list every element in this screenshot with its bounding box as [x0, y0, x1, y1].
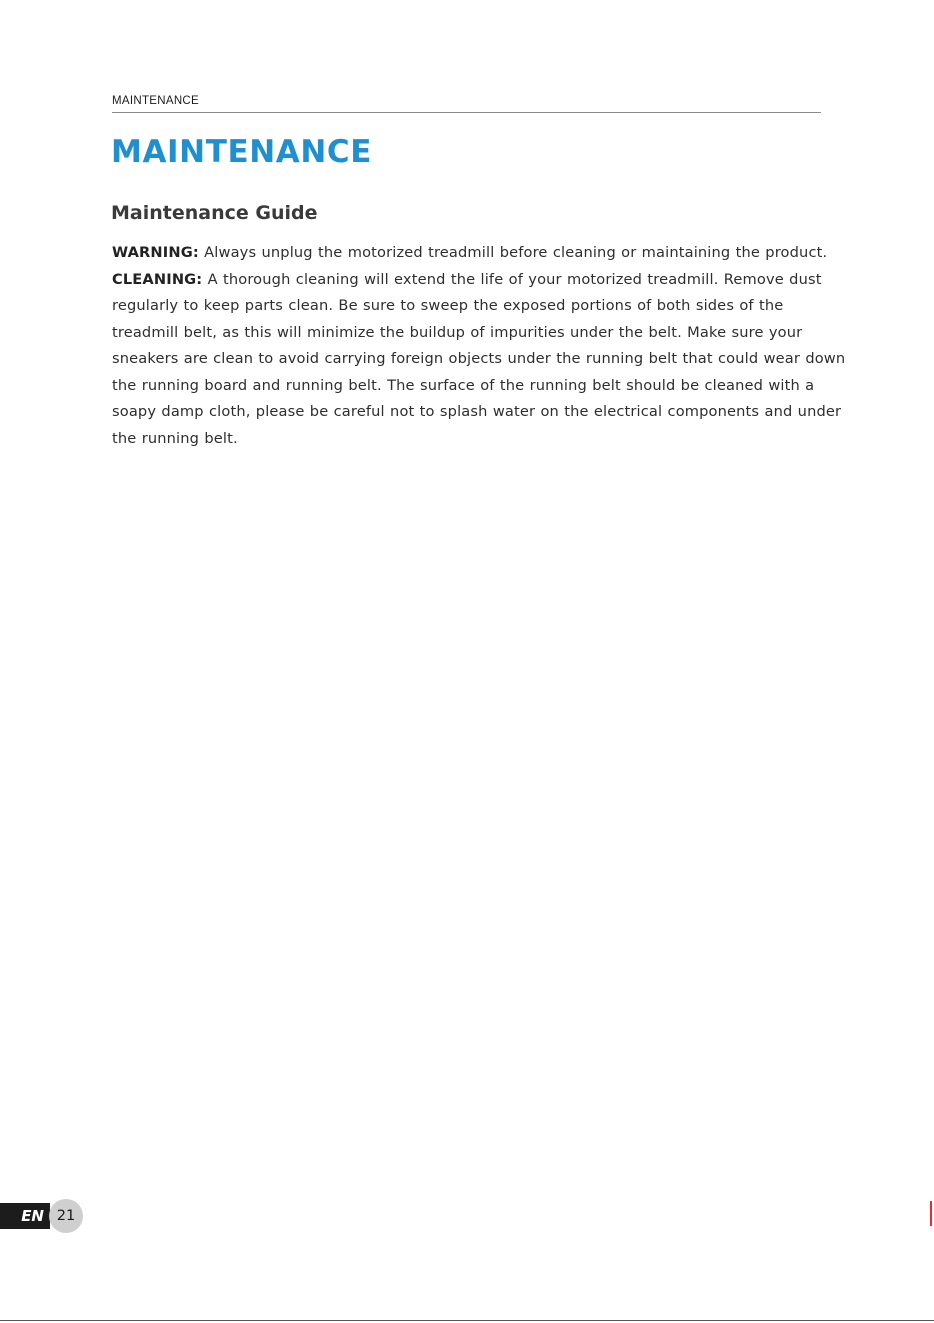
page-number: 21	[49, 1199, 83, 1233]
body-text	[112, 240, 847, 452]
cleaning-text: A thorough cleaning will extend the life of your motorized treadmill. Remove dust regularly to keep parts clean. Be sure to sweep the exposed portions of both sides of the treadmill belt, as this will minimize the buildup of impurities under the belt. Make sure your sneakers are clean to avoid carrying foreign objects under the running belt that could wear down the running board and running belt. The surface of the running belt should be cleaned with a soapy damp cloth, please be careful not to splash water on the electrical components and under the running belt.	[112, 270, 846, 447]
warning-text: Always unplug the motorized treadmill before cleaning or maintaining the product.	[198, 244, 828, 261]
edge-mark	[930, 1201, 932, 1226]
language-badge: EN	[0, 1203, 50, 1229]
cleaning-label: CLEANING:	[112, 270, 203, 288]
bottom-rule	[0, 1320, 934, 1321]
section-heading: Maintenance Guide	[111, 202, 318, 224]
page-title: MAINTENANCE	[111, 134, 373, 170]
warning-label: WARNING:	[112, 244, 199, 261]
warning-paragraph	[112, 240, 847, 267]
cleaning-paragraph	[112, 267, 847, 453]
running-header: MAINTENANCE	[112, 95, 200, 107]
header-rule	[112, 112, 821, 113]
